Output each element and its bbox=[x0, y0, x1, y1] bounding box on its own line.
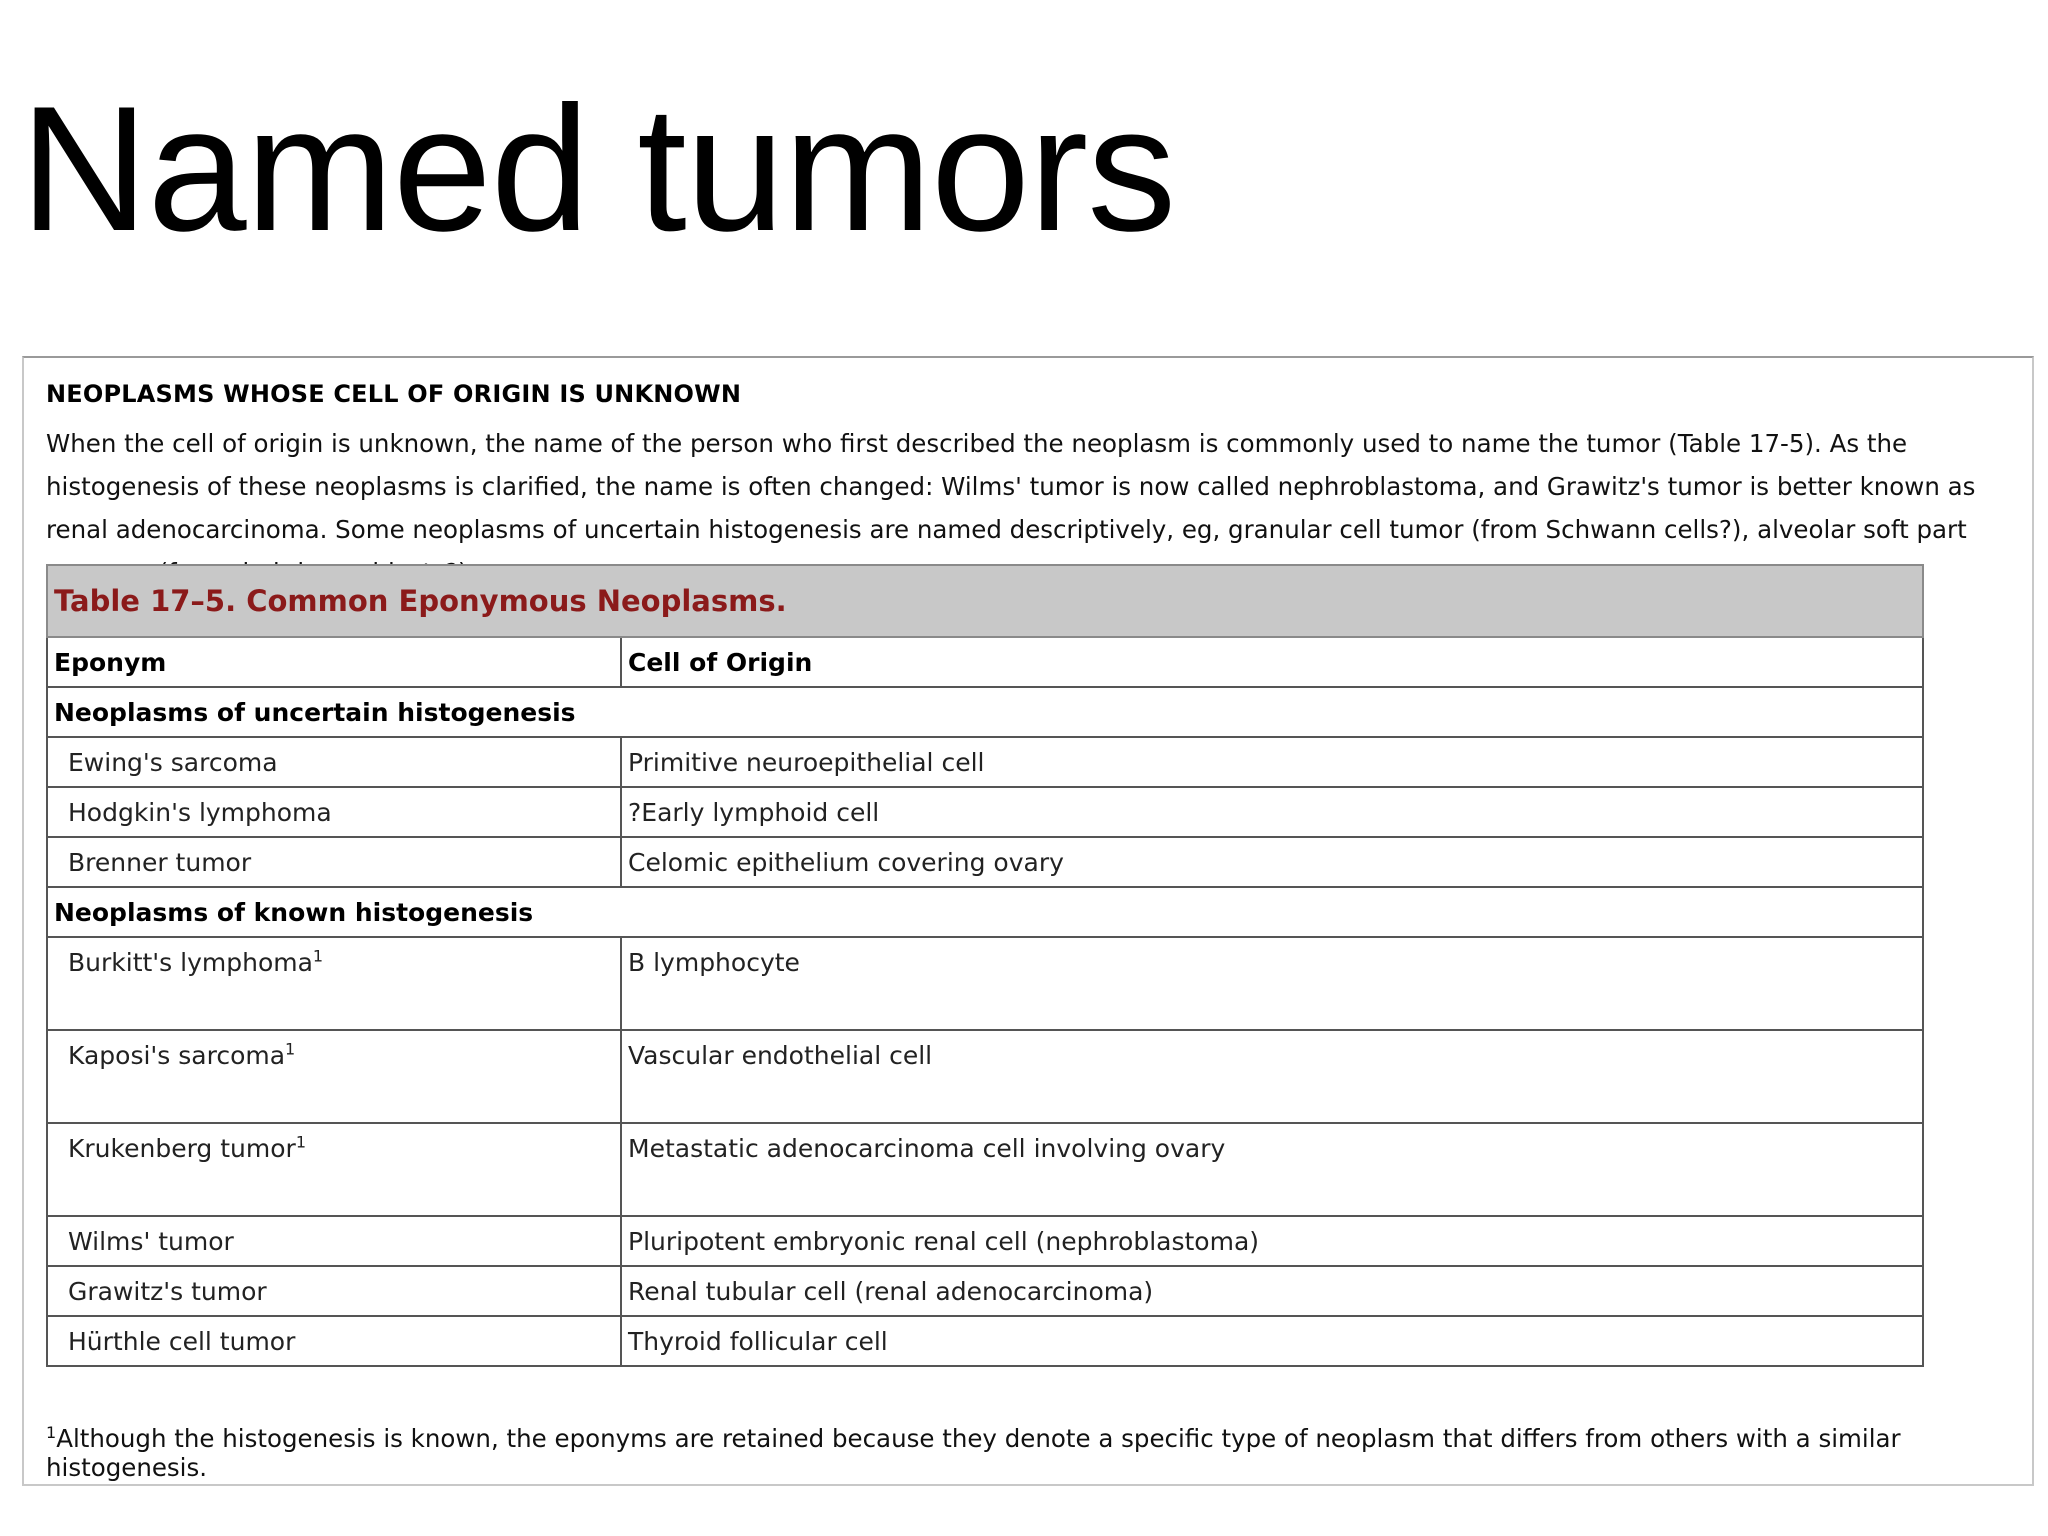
footnote-text: Although the histogenesis is known, the eponyms are retained because they denote a specific type of neoplasm that differs from others with a similar histogenesis. bbox=[46, 1424, 1901, 1482]
eponym-cell bbox=[47, 937, 621, 1030]
table-caption-row bbox=[47, 565, 1923, 637]
origin-cell: ?Early lymphoid cell bbox=[621, 787, 1923, 837]
eponym-cell bbox=[47, 1030, 621, 1123]
document-panel bbox=[22, 356, 2034, 1486]
footnote-marker: 1 bbox=[312, 946, 324, 966]
eponym-cell bbox=[47, 1123, 621, 1216]
eponym-cell: Hürthle cell tumor bbox=[47, 1316, 621, 1366]
column-header-eponym: Eponym bbox=[47, 637, 621, 687]
group-row-known bbox=[47, 887, 1923, 937]
table-footnote bbox=[46, 1424, 2032, 1482]
eponym-cell: Wilms' tumor bbox=[47, 1216, 621, 1266]
eponym-text: Burkitt's lymphoma bbox=[68, 948, 313, 977]
column-header-cell-of-origin: Cell of Origin bbox=[621, 637, 1923, 687]
origin-cell: Metastatic adenocarcinoma cell involving ovary bbox=[621, 1123, 1923, 1216]
eponym-text: Kaposi's sarcoma bbox=[68, 1041, 286, 1070]
eponym-cell: Brenner tumor bbox=[47, 837, 621, 887]
table-row bbox=[47, 737, 1923, 787]
origin-cell: Thyroid follicular cell bbox=[621, 1316, 1923, 1366]
section-heading: NEOPLASMS WHOSE CELL OF ORIGIN IS UNKNOWN bbox=[46, 380, 742, 408]
group-label: Neoplasms of uncertain histogenesis bbox=[47, 687, 1923, 737]
group-label: Neoplasms of known histogenesis bbox=[47, 887, 1923, 937]
table-row bbox=[47, 1316, 1923, 1366]
table-caption: Table 17–5. Common Eponymous Neoplasms. bbox=[47, 565, 1923, 637]
table-row bbox=[47, 937, 1923, 1030]
table-row bbox=[47, 1216, 1923, 1266]
eponym-cell: Grawitz's tumor bbox=[47, 1266, 621, 1316]
footnote-marker: 1 bbox=[285, 1039, 296, 1059]
origin-cell: Renal tubular cell (renal adenocarcinoma) bbox=[621, 1266, 1923, 1316]
table-row bbox=[47, 1123, 1923, 1216]
eponym-cell: Ewing's sarcoma bbox=[47, 737, 621, 787]
table-row bbox=[47, 1030, 1923, 1123]
table-row bbox=[47, 837, 1923, 887]
footnote-marker: 1 bbox=[295, 1132, 306, 1152]
table-row bbox=[47, 787, 1923, 837]
eponym-cell: Hodgkin's lymphoma bbox=[47, 787, 621, 837]
group-row-uncertain bbox=[47, 687, 1923, 737]
table-header-row bbox=[47, 637, 1923, 687]
origin-cell: Celomic epithelium covering ovary bbox=[621, 837, 1923, 887]
eponym-table bbox=[46, 564, 1924, 1367]
origin-cell: Primitive neuroepithelial cell bbox=[621, 737, 1923, 787]
origin-cell: B lymphocyte bbox=[621, 937, 1923, 1030]
eponym-text: Krukenberg tumor bbox=[68, 1134, 296, 1163]
table-row bbox=[47, 1266, 1923, 1316]
intro-paragraph: When the cell of origin is unknown, the name of the person who first described the neoplasm is commonly used to name the tumor (Table 17-5). As the histogenesis of these neoplasms is clarified, the name is often changed: Wilms' tumor is now called nephroblastoma, and Grawitz's tumor is better known as renal adenocarcinoma. Some neoplasms of uncertain histogenesis are named descriptively, eg, granular cell tumor (from Schwann cells?), alveolar soft part bbox=[46, 429, 1976, 544]
origin-cell: Pluripotent embryonic renal cell (nephroblastoma) bbox=[621, 1216, 1923, 1266]
footnote-marker: 1 bbox=[46, 1422, 57, 1442]
slide-title: Named tumors bbox=[20, 69, 1176, 268]
origin-cell: Vascular endothelial cell bbox=[621, 1030, 1923, 1123]
